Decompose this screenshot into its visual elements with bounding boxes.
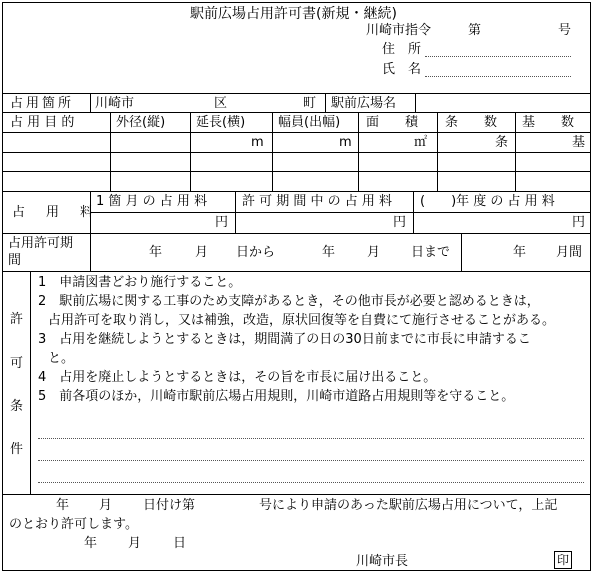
lines-count-header: 条 数 bbox=[445, 115, 498, 130]
condition-item-3: 3 占用を継続しようとするときは，期間満了の日の30日前までに市長に申請するこ bbox=[38, 332, 531, 347]
rule-line bbox=[2, 132, 591, 133]
condition-item-2-cont: 占用許可を取り消し，又は補強，改造，原状回復等を自費にて施行させることがある。 bbox=[48, 313, 556, 328]
rule-line bbox=[90, 93, 91, 112]
fee-label: 占 用 料 bbox=[12, 205, 98, 220]
rule-line bbox=[2, 152, 591, 153]
rule-line bbox=[30, 271, 31, 494]
footer-month: 月 bbox=[99, 498, 113, 513]
address-label: 住 所 bbox=[382, 42, 422, 57]
address-field-line[interactable] bbox=[425, 56, 571, 57]
rule-line bbox=[272, 112, 273, 191]
footer-sentence-cont: のとおり許可します。 bbox=[9, 517, 138, 532]
rule-line bbox=[90, 212, 591, 213]
fee-period-header: 許 可 期 間 中 の 占 用 料 bbox=[242, 194, 393, 209]
issue-month: 月 bbox=[128, 536, 142, 551]
plaza-name-label: 駅前広場名 bbox=[331, 96, 397, 111]
period-from-day: 日から bbox=[236, 245, 276, 260]
diameter-header: 外径(縦) bbox=[116, 115, 166, 130]
extra-condition-line[interactable] bbox=[38, 460, 584, 461]
rule-line bbox=[325, 93, 326, 112]
condition-item-2: 2 駅前広場に関する工事のため支障があるとき，その他市長が必要と認めるときは， bbox=[38, 294, 540, 309]
rule-line bbox=[110, 112, 111, 191]
length-unit: m bbox=[251, 135, 264, 150]
name-label: 氏 名 bbox=[382, 62, 422, 77]
purpose-header: 占 用 目 的 bbox=[10, 115, 75, 130]
period-from-month: 月 bbox=[195, 245, 209, 260]
designation-label: 川崎市指令 bbox=[366, 23, 432, 38]
fee-year-yen: 円 bbox=[572, 215, 586, 230]
rule-line bbox=[461, 233, 462, 271]
rule-line bbox=[413, 191, 414, 233]
fee-year-header: ( )年 度 の 占 用 料 bbox=[420, 194, 555, 209]
issue-year: 年 bbox=[84, 536, 98, 551]
period-to-year: 年 bbox=[322, 245, 336, 260]
conditions-label-char: 条 bbox=[10, 399, 24, 414]
rule-line bbox=[2, 171, 591, 172]
condition-item-3-cont: と。 bbox=[48, 351, 75, 366]
issue-day: 日 bbox=[173, 536, 187, 551]
fee-period-yen: 円 bbox=[393, 215, 407, 230]
area-unit: ㎡ bbox=[414, 135, 428, 150]
city-label: 川崎市 bbox=[95, 96, 135, 111]
footer-year: 年 bbox=[56, 498, 70, 513]
condition-item-1: 1 申請図書どおり施行すること。 bbox=[38, 275, 242, 290]
rule-line bbox=[2, 494, 591, 495]
period-label-line1: 占用許可期 bbox=[8, 236, 74, 251]
period-from-year: 年 bbox=[149, 245, 163, 260]
extra-condition-line[interactable] bbox=[38, 438, 584, 439]
period-months: 月間 bbox=[556, 245, 583, 260]
rule-line bbox=[415, 93, 416, 112]
condition-item-5: 5 前各項のほか，川崎市駅前広場占用規則，川崎市道路占用規則等を守ること。 bbox=[38, 389, 515, 404]
width-header: 幅員(出幅) bbox=[278, 115, 341, 130]
rule-line bbox=[90, 233, 91, 271]
rule-line bbox=[2, 112, 591, 113]
period-year: 年 bbox=[513, 245, 527, 260]
rule-line bbox=[358, 112, 359, 191]
period-to-day: 日まで bbox=[411, 245, 451, 260]
rule-line bbox=[235, 191, 236, 233]
footer-sentence: 号により申請のあった駅前広場占用について，上記 bbox=[259, 498, 558, 513]
units-count-header: 基 数 bbox=[522, 115, 575, 130]
area-header: 面 積 bbox=[366, 115, 419, 130]
dai-label: 第 bbox=[468, 23, 482, 38]
conditions-label-char: 可 bbox=[10, 356, 24, 371]
period-to-month: 月 bbox=[367, 245, 381, 260]
lines-unit: 条 bbox=[495, 135, 509, 150]
rule-line bbox=[515, 112, 516, 191]
town-label: 町 bbox=[303, 96, 317, 111]
fee-monthly-yen: 円 bbox=[215, 215, 229, 230]
seal-box: 印 bbox=[554, 551, 572, 569]
width-unit: m bbox=[339, 135, 352, 150]
period-label-line2: 間 bbox=[8, 253, 22, 268]
fee-monthly-header: 1 箇 月 の 占 用 料 bbox=[96, 194, 208, 209]
rule-line bbox=[2, 271, 591, 272]
mayor-label: 川崎市長 bbox=[356, 554, 409, 569]
rule-line bbox=[437, 112, 438, 191]
location-label: 占用箇所 bbox=[10, 96, 75, 111]
name-field-line[interactable] bbox=[425, 76, 571, 77]
condition-item-4: 4 占用を廃止しようとするときは，その旨を市長に届け出ること。 bbox=[38, 370, 437, 385]
units-unit: 基 bbox=[572, 135, 586, 150]
conditions-label-char: 許 bbox=[10, 312, 24, 327]
rule-line bbox=[190, 112, 191, 191]
length-header: 延長(横) bbox=[196, 115, 246, 130]
go-label: 号 bbox=[558, 23, 572, 38]
form-title: 駅前広場占用許可書(新規・継続) bbox=[190, 6, 397, 22]
extra-condition-line[interactable] bbox=[38, 482, 584, 483]
footer-dated: 日付け第 bbox=[143, 498, 196, 513]
conditions-label-char: 件 bbox=[10, 442, 24, 457]
ward-label: 区 bbox=[214, 96, 228, 111]
